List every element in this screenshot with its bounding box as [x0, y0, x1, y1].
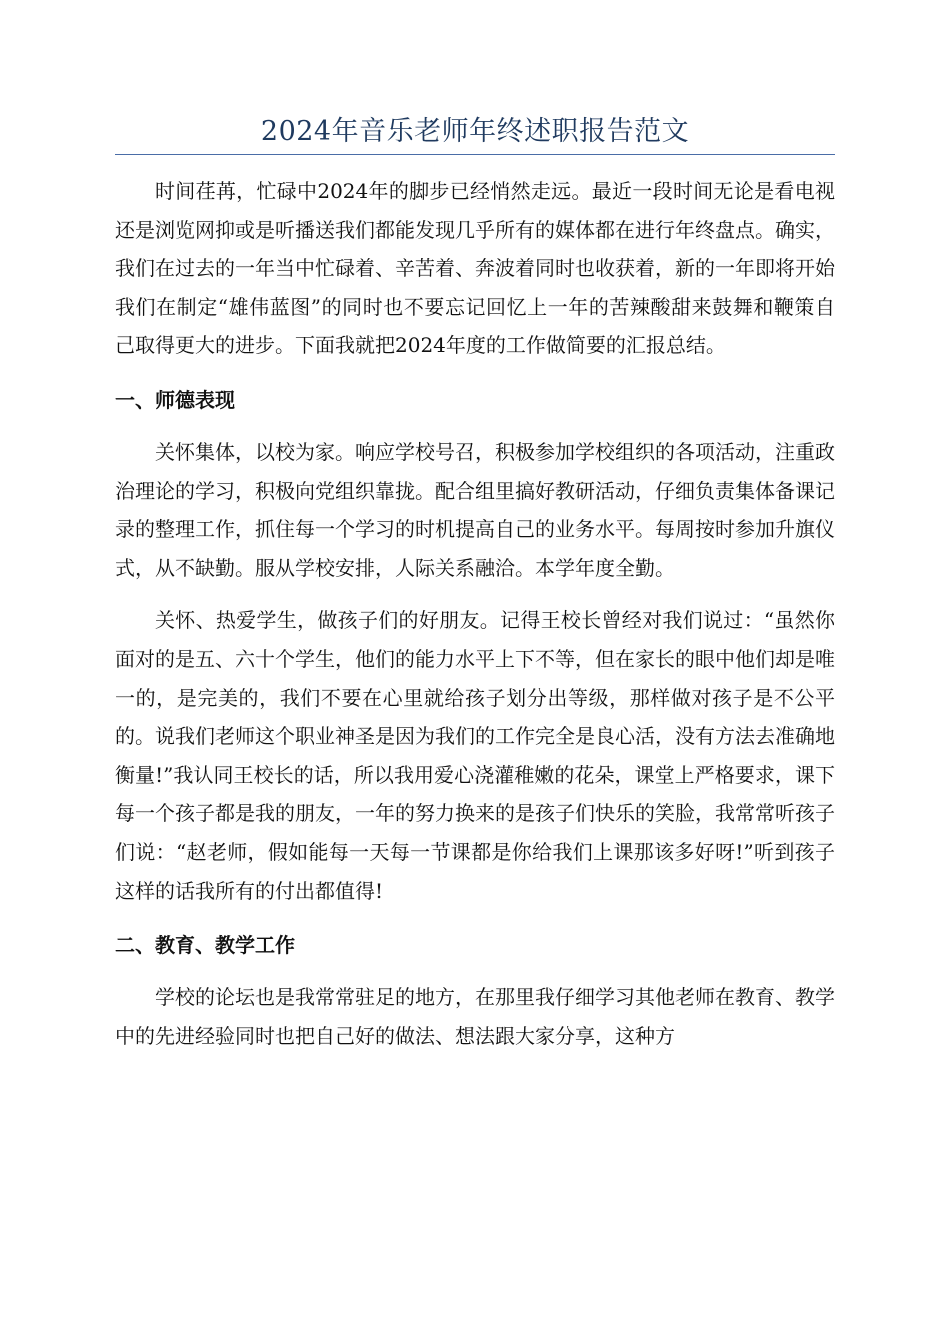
paragraph-ethics-1: 关怀集体，以校为家。响应学校号召，积极参加学校组织的各项活动，注重政治理论的学习，积极向党组织靠拢。配合组里搞好教研活动，仔细负责集体备课记录的整理工作，抓住每一个学习的时机提高自己的业务水平。每周按时参加升旗仪式，从不缺勤。服从学校安排，人际关系融洽。本学年度全勤。: [115, 439, 835, 580]
paragraph-teaching-1: 学校的论坛也是我常常驻足的地方，在那里我仔细学习其他老师在教育、教学中的先进经验同时也把自己好的做法、想法跟大家分享，这种方: [115, 985, 835, 1048]
document-body: [115, 172, 835, 1055]
section-heading-teaching: 二、教育、教学工作: [115, 933, 295, 958]
document-title: 2024年音乐老师年终述职报告范文: [260, 116, 690, 147]
paragraph-intro: 时间荏苒，忙碌中2024年的脚步已经悄然走远。最近一段时间无论是看电视还是浏览网抑或是听播送我们都能发现几乎所有的媒体都在进行年终盘点。确实，我们在过去的一年当中忙碌着、辛苦着、奔波着同时也收获着，新的一年即将开始我们在制定“雄伟蓝图”的同时也不要忘记回忆上一年的苦辣酸甜来鼓舞和鞭策自己取得更大的进步。下面我就把2024年度的工作做简要的汇报总结。: [115, 179, 835, 358]
section-heading-ethics: 一、师德表现: [115, 387, 235, 412]
paragraph-ethics-2: 关怀、热爱学生，做孩子们的好朋友。记得王校长曾经对我们说过：“虽然你面对的是五、六十个学生，他们的能力水平上下不等，但在家长的眼中他们却是唯一的，是完美的，我们不要在心里就给孩子划分出等级，那样做对孩子是不公平的。说我们老师这个职业神圣是因为我们的工作完全是良心活，没有方法去准确地衡量!”我认同王校长的话，所以我用爱心浇灌稚嫩的花朵，课堂上严格要求，课下每一个孩子都是我的朋友，一年的努力换来的是孩子们快乐的笑脸，我常常听孩子们说：“赵老师，假如能每一天每一节课都是你给我们上课那该多好呀!”听到孩子这样的话我所有的付出都值得!: [115, 608, 835, 903]
title-underline: [115, 154, 835, 155]
